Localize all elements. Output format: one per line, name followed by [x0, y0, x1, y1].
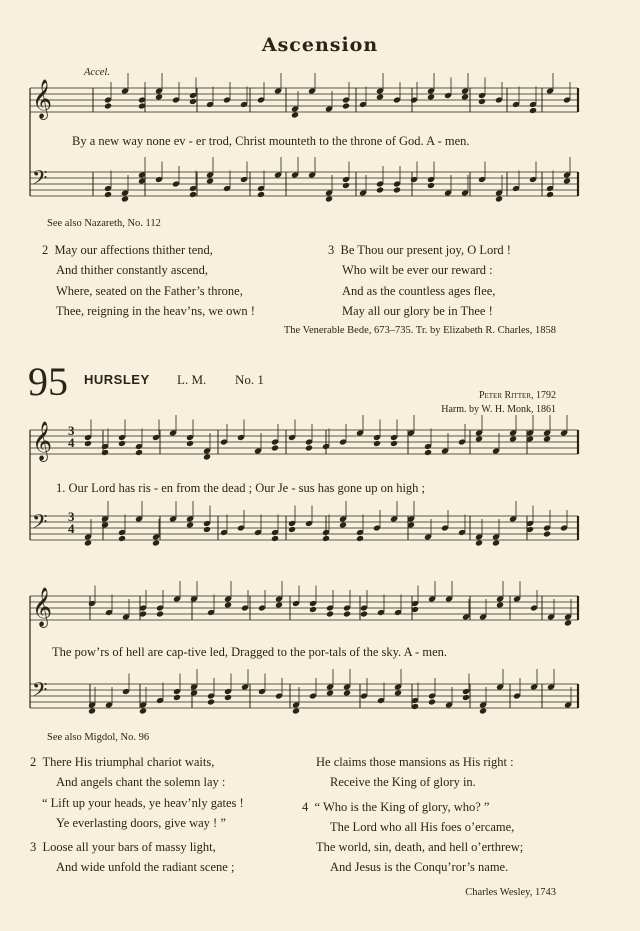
lyric-line: By a new way none ev - er trod, Christ mounteth to the throne of God. A - men.	[72, 134, 470, 148]
verse-line: “ Lift up your heads, ye heav’nly gates !	[42, 795, 244, 810]
note-head	[462, 694, 470, 701]
note-head	[309, 606, 317, 613]
attribution: Charles Wesley, 1743	[465, 887, 556, 898]
note-head	[496, 601, 504, 608]
verse-line: And thither constantly ascend,	[56, 263, 209, 278]
note-head	[546, 191, 554, 198]
bass-clef-icon: 𝄢	[32, 678, 48, 706]
verse-line: Receive the King of glory in.	[330, 775, 476, 790]
note-head	[190, 689, 198, 696]
note-head	[393, 186, 401, 193]
note-head	[155, 93, 163, 100]
note-head	[84, 539, 92, 546]
note-head	[428, 698, 436, 705]
note-head	[189, 98, 197, 105]
note-head	[563, 177, 571, 184]
treble-clef-icon: 𝄞	[32, 79, 53, 119]
note-head	[104, 191, 112, 198]
verse-line: And as the countless ages flee,	[342, 283, 496, 298]
treble-clef-icon: 𝄞	[32, 421, 53, 461]
verse-3	[328, 240, 511, 321]
note-head	[291, 111, 299, 118]
note-head	[206, 177, 214, 184]
note-head	[475, 539, 483, 546]
time-signature: 3	[68, 509, 75, 524]
note-head	[118, 535, 126, 542]
lyric-line: 1. Our Lord has ris - en from the dead ; Our Je - sus has gone up on high ;	[56, 481, 426, 495]
note-head	[101, 521, 109, 528]
note-head	[189, 191, 197, 198]
tune-number: No. 1	[235, 372, 264, 387]
verse-line: The world, sin, death, and hell o’erthrew;	[316, 840, 524, 855]
note-head	[305, 444, 313, 451]
note-head	[390, 440, 398, 447]
verse-line: He claims those mansions as His right :	[316, 755, 514, 769]
see-also: See also Migdol, No. 96	[47, 732, 150, 743]
note-head	[427, 93, 435, 100]
hymn-number: 95	[28, 359, 68, 404]
verse-line: May all our glory be in Thee !	[342, 303, 493, 318]
verse-number: 2	[42, 243, 49, 257]
verse-line: And angels chant the solemn lay :	[56, 775, 226, 790]
verse-number: 2	[30, 755, 37, 769]
note-head	[543, 530, 551, 537]
note-head	[203, 453, 211, 460]
verse-number: 3	[30, 840, 37, 855]
note-head	[322, 535, 330, 542]
note-head	[509, 435, 517, 442]
verses-right	[302, 752, 523, 878]
note-head	[427, 182, 435, 189]
verse-line: Be Thou our present joy, O Lord !	[340, 243, 511, 257]
composer: Peter Ritter, 1792	[478, 390, 556, 401]
verse-line: “ Who is the King of glory, who? ”	[314, 799, 490, 814]
verse-line: Who wilt be ever our reward :	[342, 263, 493, 278]
note-head	[339, 521, 347, 528]
note-head	[186, 440, 194, 447]
verse-2	[42, 240, 255, 321]
note-head	[207, 698, 215, 705]
note-head	[376, 93, 384, 100]
note-head	[478, 98, 486, 105]
bass-clef-icon: 𝄢	[32, 510, 48, 538]
attribution: The Venerable Bede, 673–735. Tr. by Elizabeth R. Charles, 1858	[283, 325, 556, 336]
verse-line: And wide unfold the radiant scene ;	[56, 860, 235, 875]
bass-clef-icon: 𝄢	[32, 166, 48, 194]
note-head	[152, 539, 160, 546]
note-head	[101, 449, 109, 456]
treble-clef-icon: 𝄞	[32, 587, 53, 627]
note-head	[173, 694, 181, 701]
note-head	[326, 689, 334, 696]
note-head	[271, 535, 279, 542]
note-head	[186, 521, 194, 528]
tempo-mark: Accel.	[84, 67, 110, 78]
note-head	[543, 435, 551, 442]
note-head	[224, 601, 232, 608]
verse-line: May our affections thither tend,	[54, 243, 213, 257]
note-head	[104, 102, 112, 109]
verse-line: Ye everlasting doors, give way ! ”	[56, 815, 226, 830]
note-head	[424, 449, 432, 456]
note-head	[373, 440, 381, 447]
note-head	[342, 102, 350, 109]
note-head	[360, 610, 368, 617]
note-head	[88, 707, 96, 714]
verse-line: There His triumphal chariot waits,	[42, 755, 215, 769]
verse-line: Loose all your bars of massy light,	[42, 840, 216, 855]
note-head	[564, 619, 572, 626]
note-head	[492, 539, 500, 546]
page-title: Ascension	[261, 34, 379, 56]
see-also: See also Nazareth, No. 112	[47, 218, 161, 229]
verse-line: The Lord who all His foes o’ercame,	[330, 819, 515, 834]
arranger: Harm. by W. H. Monk, 1861	[441, 404, 556, 415]
note-head	[135, 449, 143, 456]
note-head	[376, 186, 384, 193]
note-head	[257, 191, 265, 198]
note-head	[288, 526, 296, 533]
note-head	[479, 707, 487, 714]
note-head	[394, 689, 402, 696]
verse-line: And Jesus is the Conqu’ror’s name.	[330, 860, 509, 875]
note-head	[156, 610, 164, 617]
tune-name: HURSLEY	[84, 372, 150, 387]
note-head	[461, 93, 469, 100]
note-head	[326, 610, 334, 617]
note-head	[121, 195, 129, 202]
note-head	[84, 440, 92, 447]
note-head	[342, 182, 350, 189]
verses-left	[30, 752, 244, 878]
note-head	[325, 195, 333, 202]
meter: L. M.	[177, 372, 207, 387]
note-head	[495, 195, 503, 202]
note-head	[292, 707, 300, 714]
note-head	[356, 535, 364, 542]
time-signature: 4	[68, 521, 75, 536]
note-head	[529, 107, 537, 114]
lyric-line: The pow’rs of hell are cap-tive led, Dragged to the por-tals of the sky. A - men.	[52, 645, 447, 659]
note-head	[343, 610, 351, 617]
verse-number: 3	[328, 243, 335, 257]
note-head	[343, 689, 351, 696]
time-signature: 4	[68, 435, 75, 450]
note-head	[118, 440, 126, 447]
verse-number: 4	[302, 799, 309, 814]
note-head	[139, 707, 147, 714]
note-head	[271, 444, 279, 451]
verse-line: Thee, reigning in the heav’ns, we own !	[56, 303, 255, 318]
verse-line: Where, seated on the Father’s throne,	[56, 283, 243, 298]
note-head	[275, 601, 283, 608]
note-head	[475, 435, 483, 442]
time-signature: 3	[68, 423, 75, 438]
note-head	[203, 526, 211, 533]
note-head	[224, 694, 232, 701]
